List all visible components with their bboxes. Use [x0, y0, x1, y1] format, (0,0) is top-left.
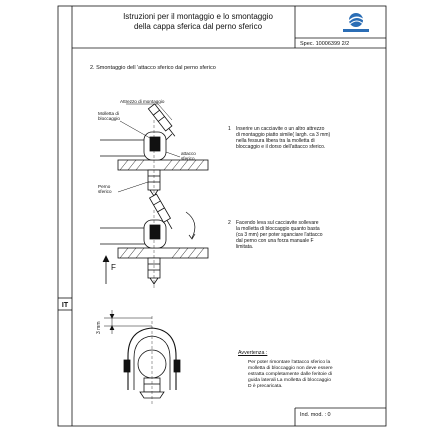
modification-index: Ind. mod. : 0 — [300, 412, 331, 418]
figure-3-clip-dimension — [104, 310, 180, 404]
label-pin-line-2: sferico — [98, 189, 112, 195]
step-2-line: dal perno con una forza manuale F — [236, 238, 314, 244]
label-pin-line-1: Perno — [98, 184, 111, 189]
label-force: F — [111, 263, 116, 272]
title-line-1: Istruzioni per il montaggio e lo smontaggio — [123, 12, 273, 21]
warning-line: D è precaricata. — [248, 384, 283, 389]
step-2-line: la molletta di bloccaggio quanto basta — [236, 226, 320, 232]
label-clip-line-1: Molletta di — [98, 111, 119, 116]
step-1-line: nella fessura libera tra la molletta di — [236, 138, 315, 144]
step-1-number: 1 — [228, 126, 231, 132]
label-joint — [181, 151, 196, 162]
step-1-line: di montaggio piatto simile( largh. ca 3 mm) — [236, 132, 331, 138]
company-logo-icon — [343, 13, 369, 32]
figure-2-lever-clip — [100, 194, 208, 290]
step-2-line: (ca 3 mm) per poter sganciare l'attacco — [236, 232, 323, 238]
warning-title: Avvertenza : — [238, 350, 268, 356]
label-joint-line-2: sferico — [181, 156, 195, 162]
warning-line: Per poter rimontare l'attacco sferico la — [248, 360, 331, 365]
warning-line: estratta completamente dalle feritoie di — [248, 372, 333, 377]
section-heading: 2. Smontaggio dell 'attacco sferico dal perno sferico — [90, 65, 216, 71]
language-label: IT — [61, 302, 69, 309]
step-2-number: 2 — [228, 220, 231, 226]
step-2-line: limitata. — [236, 244, 254, 250]
warning-line: molletta di bloccaggio non deve essere — [248, 366, 333, 371]
document-title — [78, 12, 318, 32]
warning-line: guida laterali La molletta di bloccaggio — [248, 378, 331, 383]
step-2-text — [236, 220, 376, 250]
label-pin — [98, 184, 112, 195]
step-1-line: Inserire un cacciavite o un altro attrezzo — [236, 126, 325, 132]
step-1-line: bloccaggio e il dorso dell'attacco sferico. — [236, 144, 326, 150]
step-1-text — [236, 126, 376, 150]
label-dimension: 3 mm — [96, 321, 102, 334]
label-clip-line-2: bloccaggio — [98, 116, 120, 122]
spec-number: Spec. 10006399 2/2 — [300, 41, 350, 47]
label-joint-line-1: attacco — [181, 151, 196, 156]
title-line-2: della cappa sferica dal perno sferico — [133, 22, 263, 31]
step-2-line: Facendo leva sul cacciavite sollevare — [236, 220, 319, 226]
label-tool: Attrezzo di montaggio — [120, 99, 165, 104]
label-clip — [98, 111, 120, 122]
warning-text — [248, 360, 376, 390]
